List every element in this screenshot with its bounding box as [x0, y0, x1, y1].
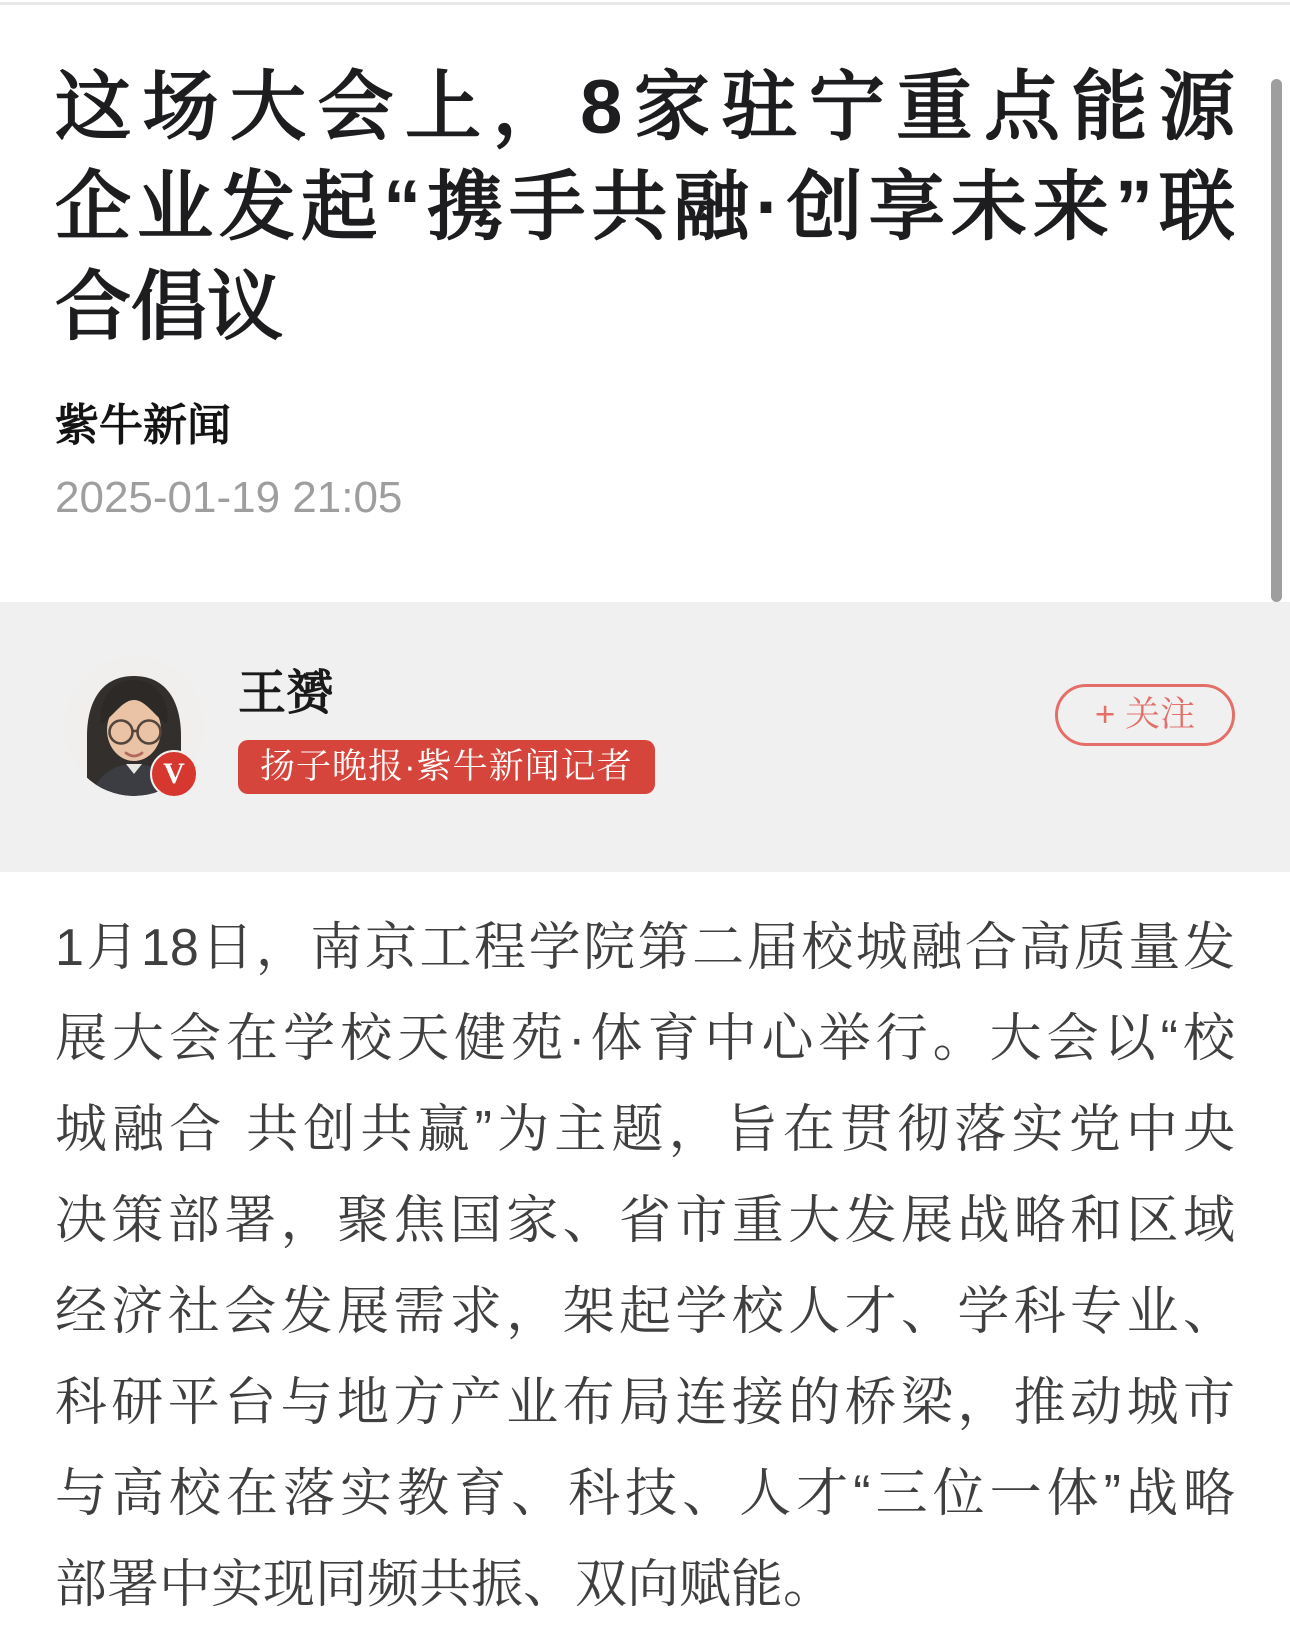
article-title-line-1: 这场大会上，8家驻宁重点能源 — [55, 65, 1235, 150]
paragraph-line: 1月18日，南京工程学院第二届校城融合高质量发 — [55, 919, 1235, 977]
paragraph-line: 与高校在落实教育、科技、人才“三位一体”战略 — [55, 1465, 1235, 1523]
article-title — [55, 58, 1235, 358]
author-name[interactable]: 王赟 — [238, 667, 335, 720]
source-name: 紫牛新闻 — [55, 401, 231, 450]
article-body — [55, 903, 1235, 1631]
article-title-line-2: 企业发起“携手共融·创享未来”联 — [55, 165, 1235, 250]
follow-button[interactable]: + 关注 — [1055, 684, 1235, 746]
publish-datetime: 2025-01-19 21:05 — [55, 473, 403, 522]
author-avatar[interactable] — [64, 656, 204, 796]
paragraph-line: 城融合 共创共赢”为主题，旨在贯彻落实党中央 — [55, 1101, 1235, 1159]
verified-badge-icon — [150, 750, 198, 798]
author-card — [0, 602, 1290, 872]
top-divider — [0, 2, 1290, 5]
author-role-badge: 扬子晚报·紫牛新闻记者 — [238, 740, 655, 794]
paragraph-line: 部署中实现同频共振、双向赋能。 — [55, 1556, 836, 1614]
verified-letter: V — [163, 757, 185, 790]
paragraph-line: 展大会在学校天健苑·体育中心举行。大会以“校 — [55, 1010, 1235, 1068]
paragraph-line: 经济社会发展需求，架起学校人才、学科专业、 — [55, 1283, 1235, 1341]
scrollbar-thumb[interactable] — [1271, 79, 1282, 602]
paragraph-line: 科研平台与地方产业布局连接的桥梁，推动城市 — [55, 1374, 1235, 1432]
article-title-line-3: 合倡议 — [55, 265, 283, 350]
paragraph-line: 决策部署，聚焦国家、省市重大发展战略和区域 — [55, 1192, 1235, 1250]
